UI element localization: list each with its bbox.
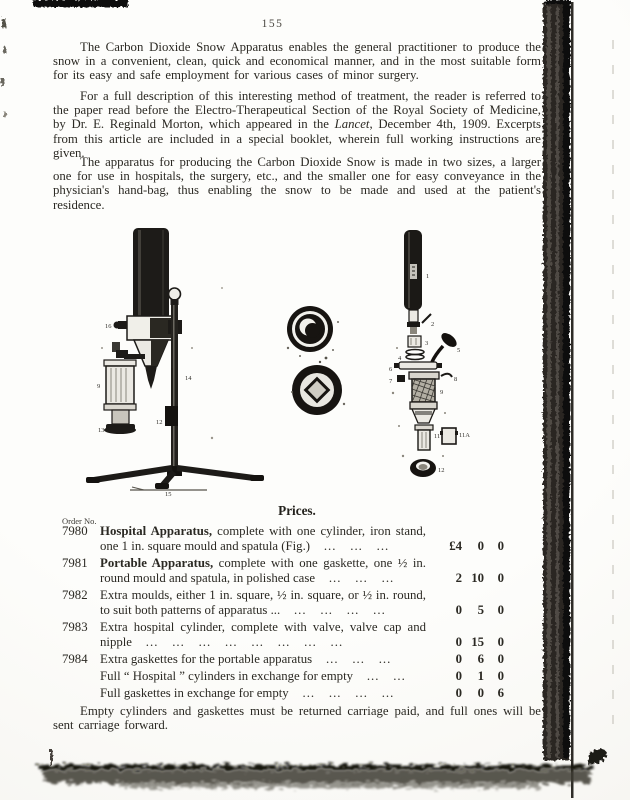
order-no: 7980 — [62, 524, 88, 538]
part-label: 11 — [434, 433, 441, 440]
order-no: 7983 — [62, 620, 88, 634]
leader-dots: ... ... ... ... — [288, 686, 395, 700]
item-text: complete with one cylinder, iron stand, one 1 in. square mould and spatula (Fig.) — [100, 524, 426, 553]
price-pounds: 0 — [455, 603, 462, 617]
price-pounds: 2 — [455, 571, 462, 585]
part-label: 12 — [438, 467, 445, 474]
part-label: 9 — [97, 383, 101, 390]
part-label: 5 — [457, 347, 461, 354]
price-pence: 0 — [497, 652, 504, 666]
bottom-scan-smudge — [38, 749, 607, 788]
price-shillings: 5 — [477, 603, 484, 617]
item-text: Full gaskettes in exchange for empty — [100, 686, 289, 700]
price-pence: 0 — [497, 635, 504, 649]
price-pence: 0 — [497, 603, 504, 617]
price-shillings: 1 — [477, 669, 484, 683]
price-pence: 0 — [497, 669, 504, 683]
part-label: 6 — [389, 366, 393, 373]
price-shillings: 0 — [477, 686, 484, 700]
intro-paragraph: The Carbon Dioxide Snow Apparatus enables the general practitioner to produce the snow in a convenient, clean, quick and economical manner, and in the most suitable form for its easy and safe employment for various cases of minor surgery. — [53, 40, 541, 83]
leader-dots: ... ... — [353, 669, 406, 683]
prices-heading: Prices. — [278, 503, 316, 518]
price-shillings: 15 — [471, 635, 484, 649]
order-no: 7984 — [62, 652, 88, 666]
order-no: 7982 — [62, 588, 88, 602]
part-label: 4 — [398, 355, 402, 362]
part-label: 12 — [156, 419, 163, 426]
price-pounds: £4 — [449, 539, 462, 553]
item-text: Extra hospital cylinder, complete with valve, valve cap and nipple — [100, 620, 426, 649]
price-pence: 0 — [497, 571, 504, 585]
item-name-bold: Portable Apparatus, — [100, 556, 214, 570]
part-label: 3 — [425, 340, 429, 347]
price-shillings: 6 — [477, 652, 484, 666]
left-edge-specks — [1, 18, 6, 118]
item-text: Full “ Hospital ” cylinders in exchange for empty — [100, 669, 354, 683]
part-label: 11A — [459, 432, 470, 439]
part-label: 1 — [426, 273, 430, 280]
price-pounds: 0 — [455, 686, 462, 700]
reference-text-after: , December 4th, 1909. Excerpts from this article are included in a special booklet, wherein full working instructions are given. — [53, 117, 541, 160]
item-text: Extra gaskettes for the portable apparatus — [100, 652, 313, 666]
price-shillings: 0 — [477, 539, 484, 553]
top-edge-mark — [33, 0, 128, 7]
reference-text-before: For a full description of this interesting method of treatment, the reader is referred to the paper read before the Electro-Therapeutical Section of the Royal Society of Medicine, by Dr. E. Reginald Morton, which appeared in the — [53, 89, 541, 132]
apparatus-sizes-paragraph: The apparatus for producing the Carbon Dioxide Snow is made in two sizes, a larger one for use in hospitals, the surgery, etc., and the smaller one for easy conveyance in the physician's hand-bag, thus enabling the snow to be made and used at the patient's residence. — [53, 155, 541, 212]
part-label: 2 — [431, 321, 435, 328]
price-pounds: 0 — [455, 652, 462, 666]
item-name-bold: Hospital Apparatus, — [100, 524, 213, 538]
part-label: 9 — [440, 389, 444, 396]
right-page-edge-band — [543, 2, 613, 798]
leader-dots: ... ... ... — [315, 571, 395, 585]
part-label: 8 — [454, 376, 458, 383]
price-pounds: 0 — [455, 669, 462, 683]
lancet-title-italic: Lancet — [334, 117, 370, 132]
order-no: 7981 — [62, 556, 88, 570]
leader-dots: ... ... ... ... ... ... ... ... — [132, 635, 344, 649]
order-no-label: Order No. — [62, 516, 97, 526]
price-pence: 0 — [497, 539, 504, 553]
leader-dots: ... ... ... — [310, 539, 390, 553]
price-shillings: 10 — [471, 571, 484, 585]
leader-dots: ... ... ... — [312, 652, 392, 666]
item-text: Extra moulds, either 1 in. square, ½ in. square, or ½ in. round, to suit both patterns of apparatus ... — [100, 588, 426, 617]
part-label: 7 — [389, 378, 393, 385]
price-pence: 6 — [497, 686, 504, 700]
part-label: 15 — [165, 491, 172, 496]
part-label: 13 — [98, 427, 105, 434]
carriage-note-paragraph: Empty cylinders and gaskettes must be returned carriage paid, and full ones will be sent carriage forward. — [53, 704, 541, 733]
item-text: complete with one gaskette, one ½ in. round mould and spatula, in polished case — [100, 556, 426, 585]
page-edge-line — [571, 2, 574, 798]
part-label: 16 — [105, 323, 112, 330]
part-label: 14 — [185, 375, 192, 382]
leader-dots: ... ... ... ... — [280, 603, 386, 617]
price-pounds: 0 — [455, 635, 462, 649]
page-number: 155 — [261, 18, 284, 30]
